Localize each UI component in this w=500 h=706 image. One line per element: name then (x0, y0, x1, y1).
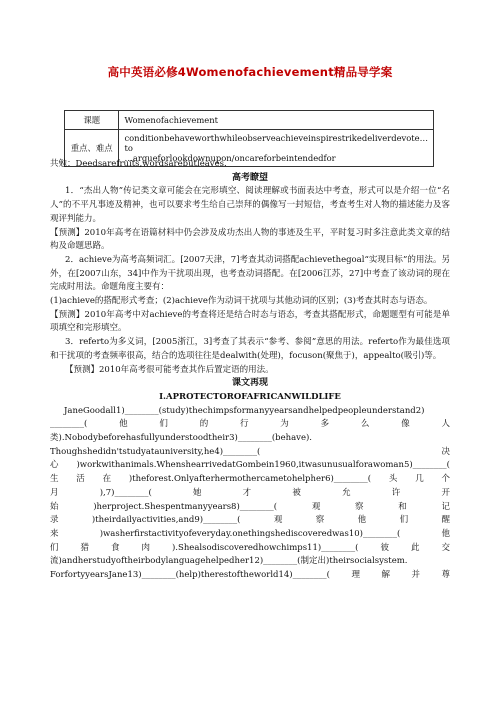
passage-title: Ⅰ.APROTECTOROFAFRICANWILDLIFE (159, 391, 341, 402)
document-title: 高中英语必修4Womenofachievement精品导学案 (107, 65, 393, 79)
keypoints-label: 重点、难点 (65, 130, 119, 167)
paragraph: (1)achieve的搭配形式考查；(2)achieve作为动词干扰项与其他动词的区别；(3)考查其时态与语态。 (50, 296, 433, 307)
keypoints-line-1: conditionbehaveworthwhileobserveachieveinspirestrikedeliverdevote…to (124, 133, 428, 153)
document-body (50, 158, 450, 583)
passage-line: Thoughshedidn'tstudyatauniversity,he4)________(决 (50, 446, 450, 457)
section-heading-exam: 高考瞭望 (231, 172, 268, 183)
topic-label: 课题 (65, 111, 119, 130)
motto: 共勉：Deedsarefruits,wordsarebutleaves. (50, 159, 227, 169)
paragraph: 2．achieve为高考高频词汇。[2007天津，7]考查其动词搭配achievethegoal“实现目标”的用法。另外，在[2007山东，34]中作为干扰项出现，也考查动词搭配。在[2006江苏，27]中考查了该动词的现在完成时用法。命题角度主要有： (50, 254, 450, 293)
passage-line: 来)washerfirstactivityofeveryday.onethingshediscoveredwas10)________(他 (50, 528, 450, 539)
passage-line: 流)andherstudyoftheirbodylanguagehelpedher12)________(制定出)theirsocialsystem. (50, 556, 408, 567)
paragraph: 3．referto为多义词，[2005浙江，3]考查了其表示“参考、参阅”意思的用法。referto作为最佳选项和干扰项的考查频率很高，结合的选项往往是dealwith(处理)，focuson(聚焦于)，appealto(吸引)等。 (50, 337, 450, 361)
paragraph: 【预测】2010年高考很可能考查其作后置定语的用法。 (65, 364, 274, 375)
passage-line: 心)workwithanimals.WhenshearrivedatGombein1960,itwasunusualforawoman5)________( (50, 460, 450, 471)
passage-line: 始)herproject.Shespentmanyyears8)________(观察和记 (50, 501, 450, 512)
passage-line: 月),7)________(她才被允许开 (50, 487, 450, 498)
passage-line: 录)theirdailyactivities,and9)________(观察他们醒 (50, 515, 450, 526)
passage-line: JaneGoodall1)________(study)thechimpsformanyyearsandhelpedpeopleunderstand2) (64, 405, 425, 416)
paragraph: 【预测】2010年高考在语篇材料中仍会涉及成功杰出人物的事迹及生平，平时复习时多注意此类文章的结构及命题思路。 (50, 227, 450, 252)
keypoints-line-2: …argueforlookdownupon/oncareforbeintendedfor (124, 153, 336, 163)
passage-line: 生活在)theforest.Onlyafterhermothercametohelpher6)________(头几个 (50, 474, 450, 485)
passage-line: 们猎食肉).Shealsodiscoveredhowchimps11)________(彼此交 (50, 542, 450, 553)
passage-line: ________(他们的行为多么像人 (50, 419, 450, 430)
section-heading-text: 课文再现 (231, 378, 268, 389)
table-row (65, 111, 434, 130)
topic-value: Womenofachievement (119, 111, 434, 130)
paragraph: 1．“杰出人物”传记类文章可能会在完形填空、阅读理解或书面表达中考查，形式可以是介绍一位“名人”的不平凡事迹及精神，也可以要求考生给自己崇拜的偶像写一封短信，考查考生对人物的描述能力及客观评判能力。 (50, 186, 450, 224)
passage-line: 类).Nobodybeforehasfullyunderstoodtheir3)________(behave). (50, 433, 313, 444)
passage-line: ForfortyyearsJane13)________(help)therestoftheworld14)________(理解并尊 (50, 570, 450, 581)
paragraph: 【预测】2010年高考中对achieve的考查将还是结合时态与语态，考查其搭配形式，命题题型有可能是单项填空和完形填空。 (50, 309, 450, 334)
